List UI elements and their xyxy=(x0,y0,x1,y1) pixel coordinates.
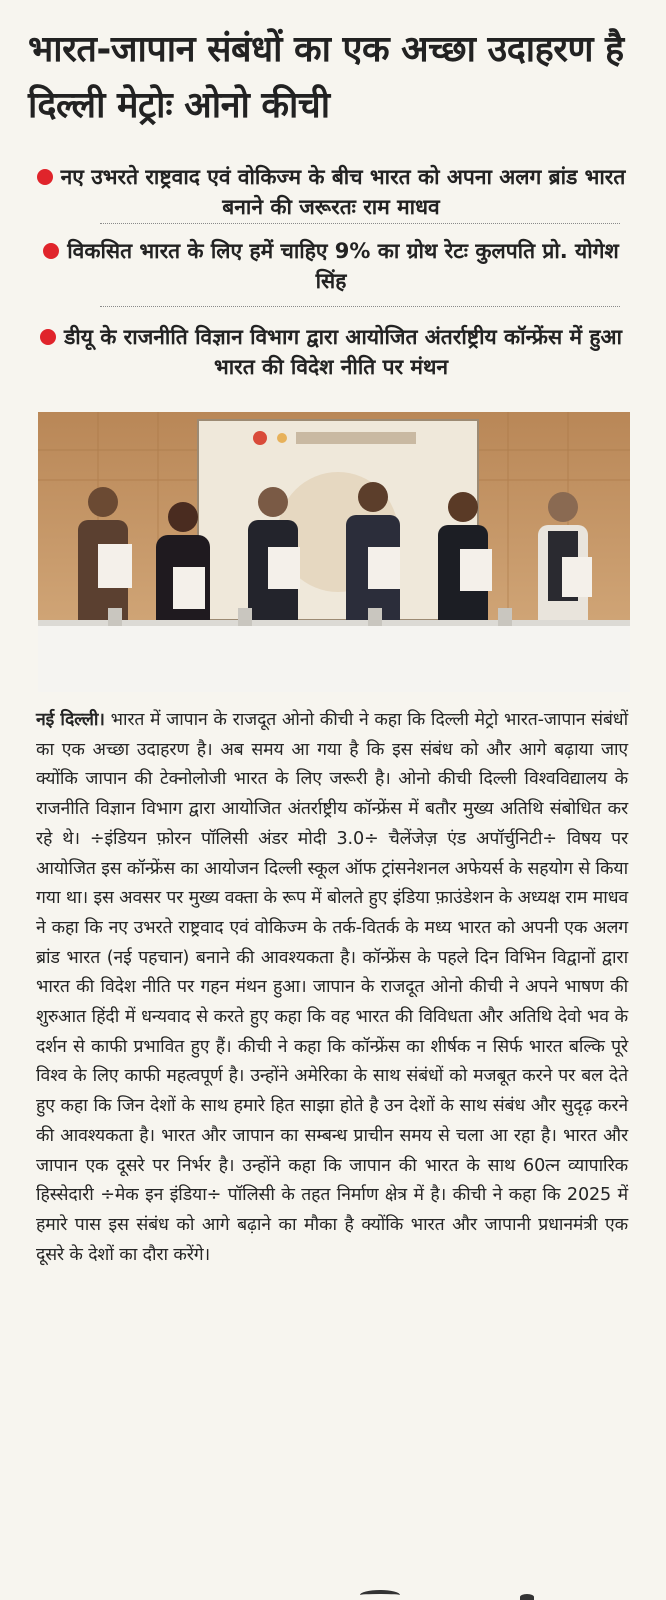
subhead-3 xyxy=(36,322,626,382)
next-column-fragment xyxy=(360,1590,400,1600)
photo-illustration xyxy=(38,412,630,692)
dotted-separator xyxy=(100,223,620,224)
subhead-2-text: विकसित भारत के लिए हमें चाहिए 9% का ग्रोथ रेटः कुलपति प्रो. योगेश सिंह xyxy=(67,239,619,293)
dotted-separator xyxy=(100,306,620,307)
next-column-fragment xyxy=(520,1594,534,1600)
red-bullet-icon xyxy=(40,329,56,345)
subhead-1 xyxy=(36,162,626,222)
subhead-2 xyxy=(36,236,626,296)
red-bullet-icon xyxy=(37,169,53,185)
article-text: भारत में जापान के राजदूत ओनो कीची ने कहा कि दिल्ली मेट्रो भारत-जापान संबंधों का एक अच्छा उदाहरण है। अब समय आ गया है कि इस संबंध को और आगे बढ़ाया जाए क्योंकि जापान की टेक्नोलोजी भारत के लिए जरूरी है। ओनो कीची दिल्ली विश्वविद्यालय के राजनीति विज्ञान विभाग द्वारा आयोजित अंतर्राष्ट्रीय कॉन्फ्रेंस में बतौर मुख्य अतिथि संबोधित कर रहे थे। ÷इंडियन फ़ोरन पॉलिसी अंडर मोदी 3.0÷ चैलेंजेज़ एंड अपॉर्चुनिटी÷ विषय पर आयोजित इस कॉन्फ्रेंस का आयोजन दिल्ली स्कूल ऑफ ट्रांसनेशनल अफेयर्स के सहयोग से किया गया था। इस अवसर पर मुख्य वक्ता के रूप में बोलते हुए इंडिया फ़ाउंडेशन के अध्यक्ष राम माधव ने कहा कि नए उभरते राष्ट्रवाद एवं वोकिज्म के तर्क-वितर्क के मध्य भारत को अपनी एक अलग ब्रांड भारत (नई पहचान) बनाने की आवश्यकता है। कॉन्फ्रेंस के पहले दिन विभिन विद्वानों द्वारा भारत की विदेश नीति पर गहन मंथन हुआ। जापान के राजदूत ओनो कीची ने अपने भाषण की शुरुआत हिंदी में धन्यवाद से करते हुए कहा कि वह भारत की विविधता और अतिथि देवो भव के दर्शन से काफी प्रभावित हुए हैं। कीची ने कहा कि कॉन्फ्रेंस का शीर्षक न सिर्फ भारत बल्कि पूरे विश्व के लिए काफी महत्वपूर्ण है। उन्होंने अमेरिका के साथ संबंधों को मजबूत करने पर बल देते हुए कहा कि जिन देशों के साथ हमारे हित साझा होते है उन देशों के साथ संबंध और सुदृढ़ करने की आवश्यकता है। भारत और जापान का सम्बन्ध प्राचीन समय से चला आ रहा है। भारत और जापान एक दूसरे पर निर्भर है। उन्होंने कहा कि जापान की भारत के साथ 60त्न व्यापारिक हिस्सेदारी ÷मेक इन इंडिया÷ पॉलिसी के तहत निर्माण क्षेत्र में है। कीची ने कहा कि 2025 में हमारे पास इस संबंध को आगे बढ़ाने का मौका है क्योंकि भारत और जापानी प्रधानमंत्री एक दूसरे के देशों का दौरा करेंगे। xyxy=(36,710,629,1265)
dateline: नई दिल्ली। xyxy=(36,710,105,730)
red-bullet-icon xyxy=(43,243,59,259)
event-photo xyxy=(38,412,630,692)
headline: भारत-जापान संबंधों का एक अच्छा उदाहरण है दिल्ली मेट्रोः ओनो कीची xyxy=(28,29,624,126)
article-body xyxy=(36,706,628,1270)
subhead-1-text: नए उभरते राष्ट्रवाद एवं वोकिज्म के बीच भारत को अपना अलग ब्रांड भारत बनाने की जरूरतः राम माधव xyxy=(60,165,626,219)
subhead-3-text: डीयू के राजनीति विज्ञान विभाग द्वारा आयोजित अंतर्राष्ट्रीय कॉन्फ्रेंस में हुआ भारत की विदेश नीति पर मंथन xyxy=(64,325,622,379)
